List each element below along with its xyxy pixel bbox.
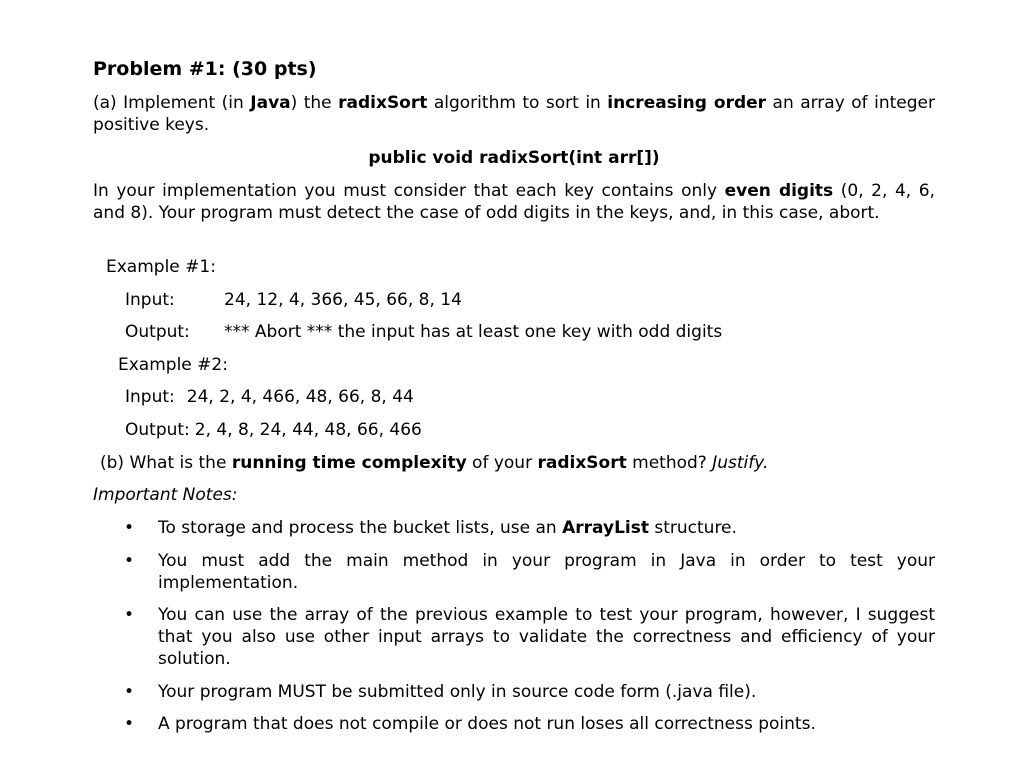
part-a-java: Java [250,93,291,113]
example1-label: Example #1: [106,257,216,277]
constraint-text: In your implementation you must consider that each key contains only [93,181,725,201]
part-a-paragraph [93,92,935,136]
constraint-text: (0, 2, 4, 6, and 8). Your program must detect the case of odd digits in the keys, and, in this case, abort. [93,181,935,223]
bullet-marker: • [124,605,135,625]
part-b-text: of your [466,453,538,473]
example2-input-label: Input: [125,387,175,407]
example1-input-label: Input: [125,290,175,310]
part-b-paragraph [100,452,768,474]
bullet-marker: • [124,682,135,702]
example2-label: Example #2: [118,355,228,375]
example2-output-label: Output: [125,420,190,440]
part-b-justify: Justify. [712,453,769,473]
part-a-text: algorithm to sort in [427,93,608,113]
part-a-text: ) the [290,93,339,113]
part-b-running-time: running time complexity [231,453,467,473]
note-2: You must add the main method in your program in Java in order to test your implementation. [158,551,935,593]
bullet-marker: • [124,518,135,538]
part-a-text: an array of integer positive keys. [93,93,935,135]
note-1-text: To storage and process the bucket lists, use an [158,518,563,538]
bullet-marker: • [124,714,135,734]
method-signature: public void radixSort(int arr[]) [368,148,660,168]
constraint-paragraph [93,180,935,224]
bullet-marker: • [124,551,135,571]
note-1 [158,517,935,539]
note-3: You can use the array of the previous example to test your program, however, I suggest that you also use other input arrays to validate the correctness and efficiency of your solution. [158,605,935,669]
note-1-text: structure. [648,518,737,538]
note-1-arraylist: ArrayList [562,518,649,538]
part-b-radixsort: radixSort [537,453,627,473]
example2-input-value: 24, 2, 4, 466, 48, 66, 8, 44 [186,387,414,407]
part-b-text: method? [626,453,713,473]
note-5: A program that does not compile or does not run loses all correctness points. [158,714,816,734]
notes-heading: Important Notes: [93,485,238,505]
example2-output-value: 2, 4, 8, 24, 44, 48, 66, 466 [194,420,422,440]
part-b-text: (b) What is the [100,453,232,473]
example2-output [125,419,422,441]
problem-title: Problem #1: (30 pts) [93,58,317,80]
part-a-increasing-order: increasing order [607,93,767,113]
example1-output-value: *** Abort *** the input has at least one key with odd digits [224,322,723,342]
part-a-radixsort: radixSort [338,93,428,113]
note-4: Your program MUST be submitted only in source code form (.java file). [158,682,757,702]
example2-input [125,386,414,408]
example1-output-label: Output: [125,322,190,342]
example1-input-value: 24, 12, 4, 366, 45, 66, 8, 14 [224,290,462,310]
part-a-text: (a) Implement (in [93,93,251,113]
constraint-even-digits: even digits [724,181,834,201]
